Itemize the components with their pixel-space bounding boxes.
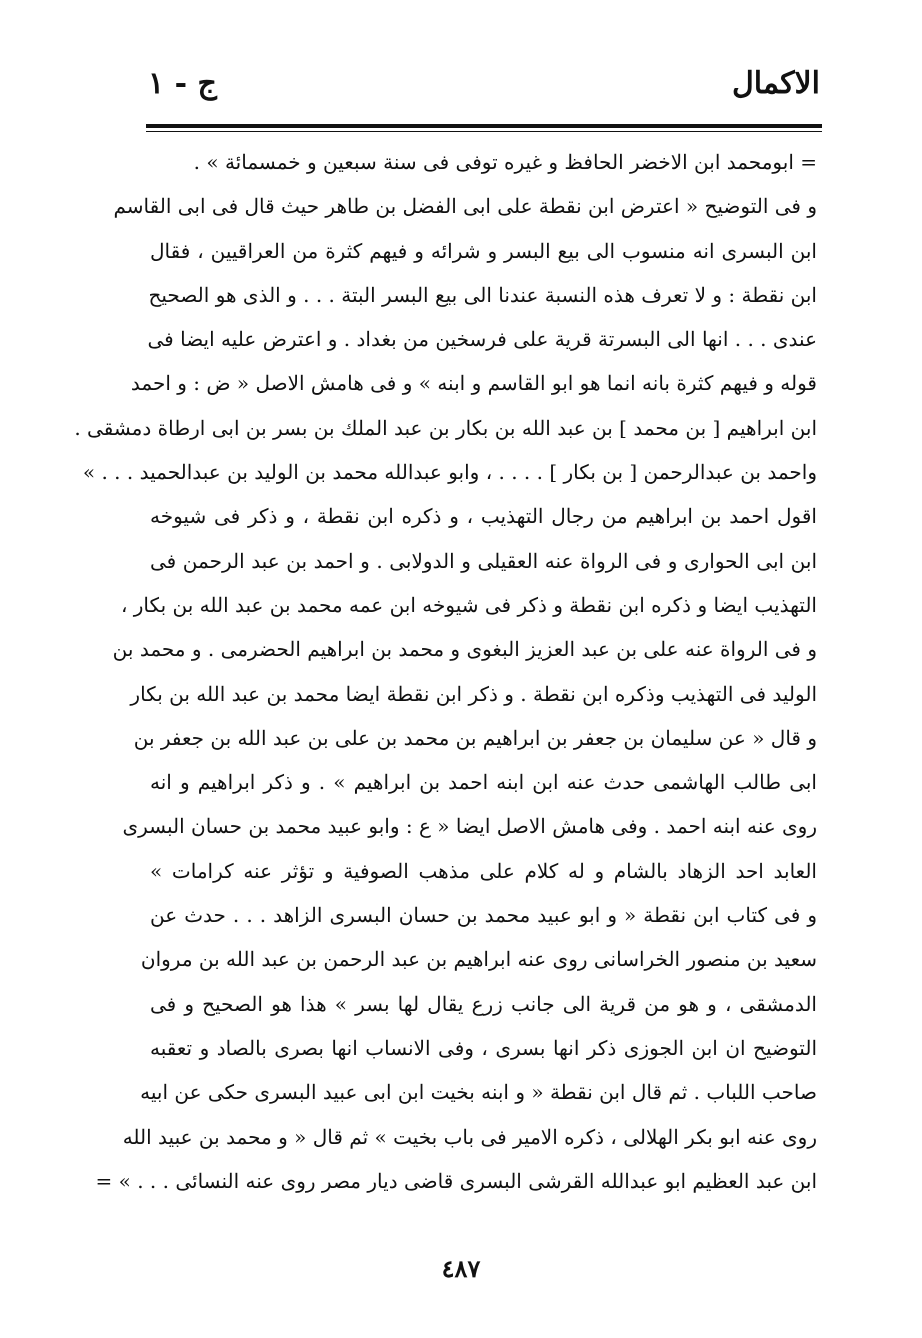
- volume-label: ج - ١: [148, 66, 217, 101]
- text-line: = ابومحمد ابن الاخضر الحافظ و غيره توفى فى سنة سبعين و خمسمائة » .: [193, 150, 817, 174]
- running-title: الاكمال: [731, 66, 820, 101]
- text-line: ابن ابى الحوارى و فى الرواة عنه العقيلى و الدولابى . و احمد بن عبد الرحمن فى: [150, 548, 817, 573]
- text-line: ابن عبد العظيم ابو عبدالله القرشى البسرى قاضى ديار مصر روى عنه النسائى . . . » =: [95, 1168, 817, 1193]
- text-line: عندى . . . انها الى البسرتة قرية على فرسخين من بغداد . و اعترض عليه ايضا فى: [147, 327, 817, 352]
- text-line: سعيد بن منصور الخراسانى روى عنه ابراهيم بن عبد الرحمن بن عبد الله بن مروان: [140, 947, 817, 972]
- text-line: روى عنه ابنه احمد . وفى هامش الاصل ايضا « ع : وابو عبيد محمد بن حسان البسرى: [122, 814, 817, 839]
- text-line: روى عنه ابو بكر الهلالى ، ذكره الامير فى باب بخيت » ثم قال « و محمد بن عبيد الله: [122, 1124, 817, 1149]
- text-line: اقول احمد بن ابراهيم من رجال التهذيب ، و ذكره ابن نقطة ، و ذكر فى شيوخه: [150, 504, 817, 529]
- text-line: و فى كتاب ابن نقطة « و ابو عبيد محمد بن حسان البسرى الزاهد . . . حدث عن: [150, 903, 817, 928]
- text-line: الدمشقى ، و هو من قرية الى جانب زرع يقال لها بسر » هذا هو الصحيح و فى: [150, 991, 817, 1016]
- text-line: ابن ابراهيم [ بن محمد ] بن عبد الله بن بكار بن عبد الملك بن بسر بن ابى ارطاة دمشقى .: [74, 415, 817, 440]
- text-line: الوليد فى التهذيب وذكره ابن نقطة . و ذكر ابن نقطة ايضا محمد بن عبد الله بن بكار: [130, 681, 817, 706]
- page-number: ٤٨٧: [441, 1254, 481, 1283]
- text-line: التوضيح ان ابن الجوزى ذكر انها بسرى ، وفى الانساب انها بصرى بالصاد و تعقبه: [150, 1035, 817, 1060]
- text-line: صاحب اللباب . ثم قال ابن نقطة « و ابنه بخيت ابن ابى عبيد البسرى حكى عن ابيه: [140, 1080, 817, 1105]
- text-line: ابن البسرى انه منسوب الى بيع البسر و شرائه و فيهم كثرة من العراقيين ، فقال: [150, 238, 817, 263]
- text-line: قوله و فيهم كثرة بانه انما هو ابو القاسم و ابنه » و فى هامش الاصل « ض : و احمد: [130, 371, 817, 396]
- text-line: واحمد بن عبدالرحمن [ بن بكار ] . . . . ، وابو عبدالله محمد بن الوليد بن عبدالحميد . . . »: [82, 460, 817, 485]
- text-line: و فى الرواة عنه على بن عبد العزيز البغوى و محمد بن ابراهيم الحضرمى . و محمد بن: [112, 637, 817, 662]
- text-line: و فى التوضيح « اعترض ابن نقطة على ابى الفضل بن طاهر حيث قال فى ابى القاسم: [113, 194, 817, 219]
- page-header: [148, 62, 820, 116]
- text-line: العابد احد الزهاد بالشام و له كلام على مذهب الصوفية و تؤثر عنه كرامات »: [150, 858, 817, 883]
- body-text: [74, 140, 817, 1203]
- text-line: و قال « عن سليمان بن جعفر بن ابراهيم بن محمد بن على بن عبد الله بن جعفر بن: [133, 725, 817, 750]
- text-line: التهذيب ايضا و ذكره ابن نقطة و ذكر فى شيوخه ابن عمه محمد بن عبد الله بن بكار ،: [120, 592, 817, 617]
- header-rule-thin: [146, 131, 822, 132]
- text-line: ابن نقطة : و لا تعرف هذه النسبة عندنا الى بيع البسر البتة . . . و الذى هو الصحيح: [148, 282, 817, 307]
- header-rule-thick: [146, 124, 822, 128]
- text-line: ابى طالب الهاشمى حدث عنه ابن ابنه احمد بن ابراهيم » . و ذكر ابراهيم و انه: [150, 770, 817, 795]
